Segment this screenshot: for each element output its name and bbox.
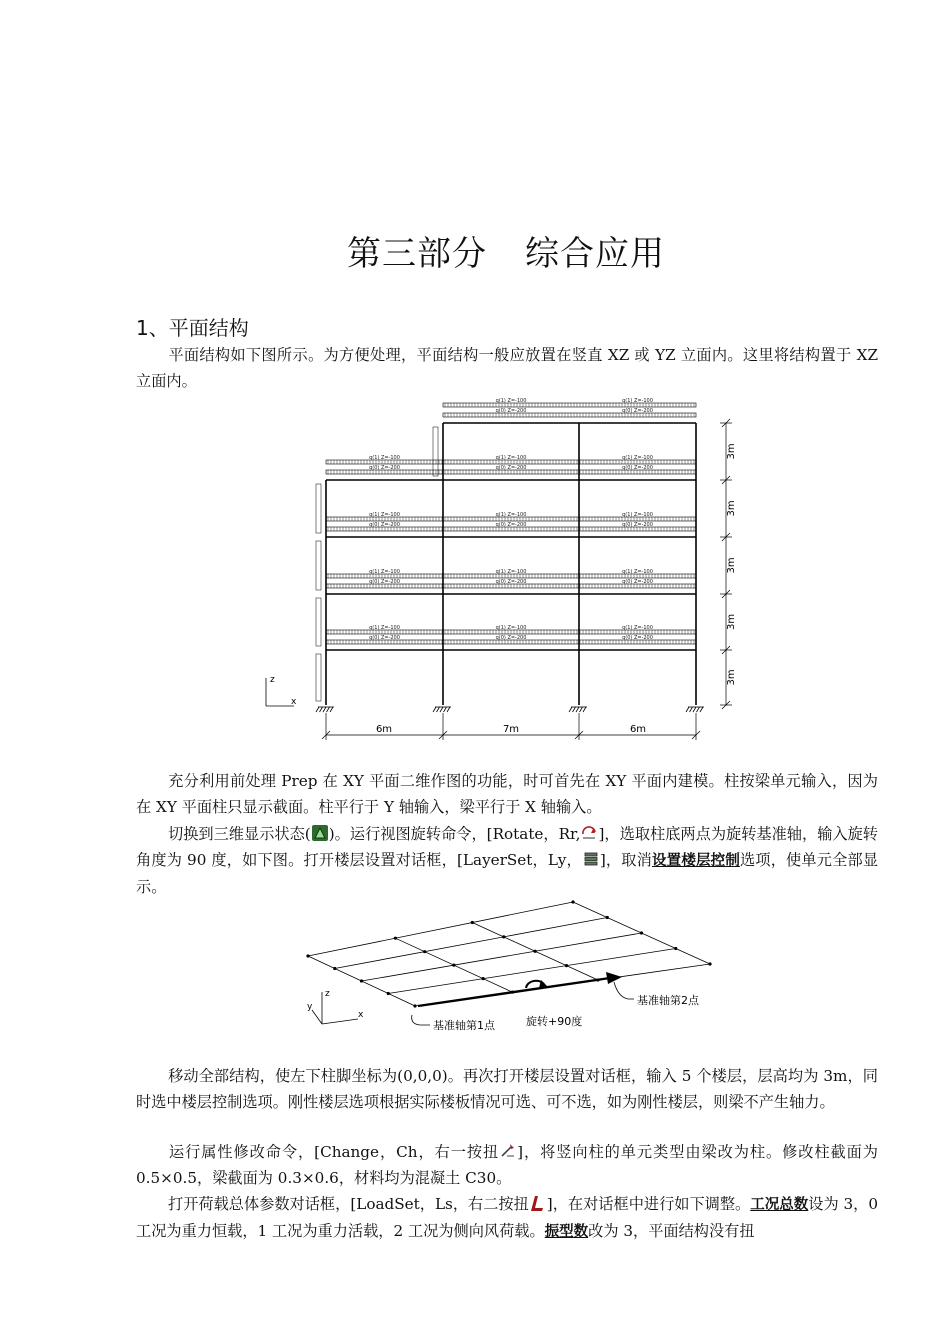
story-height-label: 3m — [726, 500, 737, 517]
rotate-icon — [580, 824, 598, 842]
paragraph-rotate: 切换到三维显示状态( )。运行视图旋转命令，[Rotate，Rr, ]，选取柱底两点为旋转基准轴，输入旋转角度为 90 度，如下图。打开楼层设置对话框，[LayerSet，Ly， ]，取消设置楼层控制选项，使单元全部显示。 — [136, 825, 879, 896]
paragraph-change: 运行属性修改命令，[Change，Ch，右一按扭 ]，将竖向柱的单元类型由梁改为柱。修改柱截面为 0.5×0.5，梁截面为 0.3×0.6，材料均为混凝土 C30。 — [136, 1143, 878, 1187]
span-label-1: 6m — [375, 724, 393, 735]
paragraph-prep: 充分利用前处理 Prep 在 XY 平面二维作图的功能，时可首先在 XY 平面内建模。柱按梁单元输入，因为在 XY 平面柱只显示截面。柱平行于 Y 轴输入，梁平行于 X 轴输入。 — [136, 772, 878, 816]
change-attr-icon — [499, 1142, 517, 1160]
svg-text:q(0) Z=-200: q(0) Z=-200 — [369, 522, 400, 528]
svg-text:q(0) Z=-200: q(0) Z=-200 — [495, 635, 527, 641]
svg-text:q(1) Z=-100: q(1) Z=-100 — [495, 398, 527, 404]
svg-text:q(0) Z=-200: q(0) Z=-200 — [622, 635, 653, 641]
distributed-load — [326, 625, 696, 634]
axis-y-label-3d: y — [307, 1002, 313, 1012]
rotation-axis-arrow — [418, 978, 610, 1006]
distributed-load — [443, 398, 696, 407]
svg-text:q(1) Z=-100: q(1) Z=-100 — [622, 455, 653, 461]
point1-label: 基准轴第1点 — [433, 1019, 495, 1032]
distributed-load — [326, 569, 696, 578]
section-heading: 1、平面结构 — [136, 316, 249, 340]
paragraph-loadset: 打开荷载总体参数对话框，[LoadSet，Ls，右二按扭 ]，在对话框中进行如下调整。工况总数设为 3，0 工况为重力恒载，1 工况为重力活载，2 工况为侧向风荷载。振型数改为 3，平面结构没有扭 — [136, 1195, 879, 1240]
story-height-label: 3m — [726, 613, 737, 631]
svg-text:q(1) Z=-100: q(1) Z=-100 — [622, 569, 653, 575]
distributed-load — [326, 635, 696, 644]
svg-text:q(1) Z=-100: q(1) Z=-100 — [622, 398, 653, 404]
paragraph-intro: 平面结构如下图所示。为方便处理，平面结构一般应放置在竖直 XZ 或 YZ 立面内。这里将结构置于 XZ 立面内。 — [136, 346, 878, 390]
svg-text:q(1) Z=-100: q(1) Z=-100 — [622, 512, 653, 518]
rotate-label: 旋转+90度 — [526, 1015, 583, 1028]
svg-text:q(1) Z=-100: q(1) Z=-100 — [369, 455, 400, 461]
rotation-figure — [300, 898, 720, 1048]
distributed-load — [326, 512, 696, 521]
axis-z-label-3d: z — [325, 989, 330, 999]
svg-text:q(0) Z=-200: q(0) Z=-200 — [495, 465, 527, 471]
axis-x-label: x — [291, 697, 297, 707]
axis-x-label-3d: x — [358, 1010, 364, 1020]
distributed-load — [443, 408, 696, 417]
story-height-label: 3m — [726, 557, 737, 574]
svg-text:q(1) Z=-100: q(1) Z=-100 — [369, 569, 400, 575]
layer-control-option: 设置楼层控制 — [652, 853, 740, 869]
page-title: 第三部分 综合应用 — [347, 234, 665, 274]
svg-text:q(1) Z=-100: q(1) Z=-100 — [495, 512, 527, 518]
distributed-load — [326, 465, 696, 474]
svg-text:q(0) Z=-200: q(0) Z=-200 — [369, 465, 400, 471]
svg-text:q(1) Z=-100: q(1) Z=-100 — [495, 569, 527, 575]
span-label-3: 6m — [629, 724, 647, 735]
axis-indicator-3d — [312, 992, 358, 1024]
story-height-label: 3m — [726, 443, 737, 460]
mode-count-option: 振型数 — [544, 1224, 589, 1240]
svg-text:q(0) Z=-200: q(0) Z=-200 — [495, 522, 527, 528]
load-set-icon — [529, 1194, 547, 1212]
svg-text:q(0) Z=-200: q(0) Z=-200 — [622, 522, 653, 528]
svg-text:q(0) Z=-200: q(0) Z=-200 — [369, 635, 400, 641]
story-height-label: 3m — [726, 669, 737, 686]
distributed-load — [326, 579, 696, 588]
distributed-load — [326, 455, 696, 464]
svg-text:q(0) Z=-200: q(0) Z=-200 — [622, 465, 653, 471]
svg-text:q(0) Z=-200: q(0) Z=-200 — [622, 408, 653, 414]
layer-set-icon — [582, 850, 600, 868]
span-label-2: 7m — [502, 724, 520, 735]
svg-text:q(0) Z=-200: q(0) Z=-200 — [495, 579, 527, 585]
svg-text:q(0) Z=-200: q(0) Z=-200 — [622, 579, 653, 585]
svg-text:q(1) Z=-100: q(1) Z=-100 — [369, 512, 400, 518]
svg-text:q(1) Z=-100: q(1) Z=-100 — [495, 625, 527, 631]
point2-label: 基准轴第2点 — [637, 994, 699, 1007]
distributed-load — [326, 522, 696, 531]
frame-elevation-figure — [258, 388, 748, 748]
paragraph-move: 移动全部结构，使左下柱脚坐标为(0,0,0)。再次打开楼层设置对话框，输入 5 个楼层，层高均为 3m，同时选中楼层控制选项。刚性楼层选项根据实际楼板情况可选、可不选，如为刚性楼层，则梁不产生轴力。 — [136, 1067, 878, 1111]
svg-text:q(0) Z=-200: q(0) Z=-200 — [495, 408, 527, 414]
svg-text:q(1) Z=-100: q(1) Z=-100 — [495, 455, 527, 461]
svg-text:q(1) Z=-100: q(1) Z=-100 — [369, 625, 400, 631]
svg-text:q(1) Z=-100: q(1) Z=-100 — [622, 625, 653, 631]
supports — [316, 707, 704, 712]
load-case-count-option: 工况总数 — [750, 1197, 809, 1213]
3d-view-icon — [311, 824, 329, 842]
svg-text:q(0) Z=-200: q(0) Z=-200 — [369, 579, 400, 585]
axis-z-label: z — [270, 675, 275, 685]
